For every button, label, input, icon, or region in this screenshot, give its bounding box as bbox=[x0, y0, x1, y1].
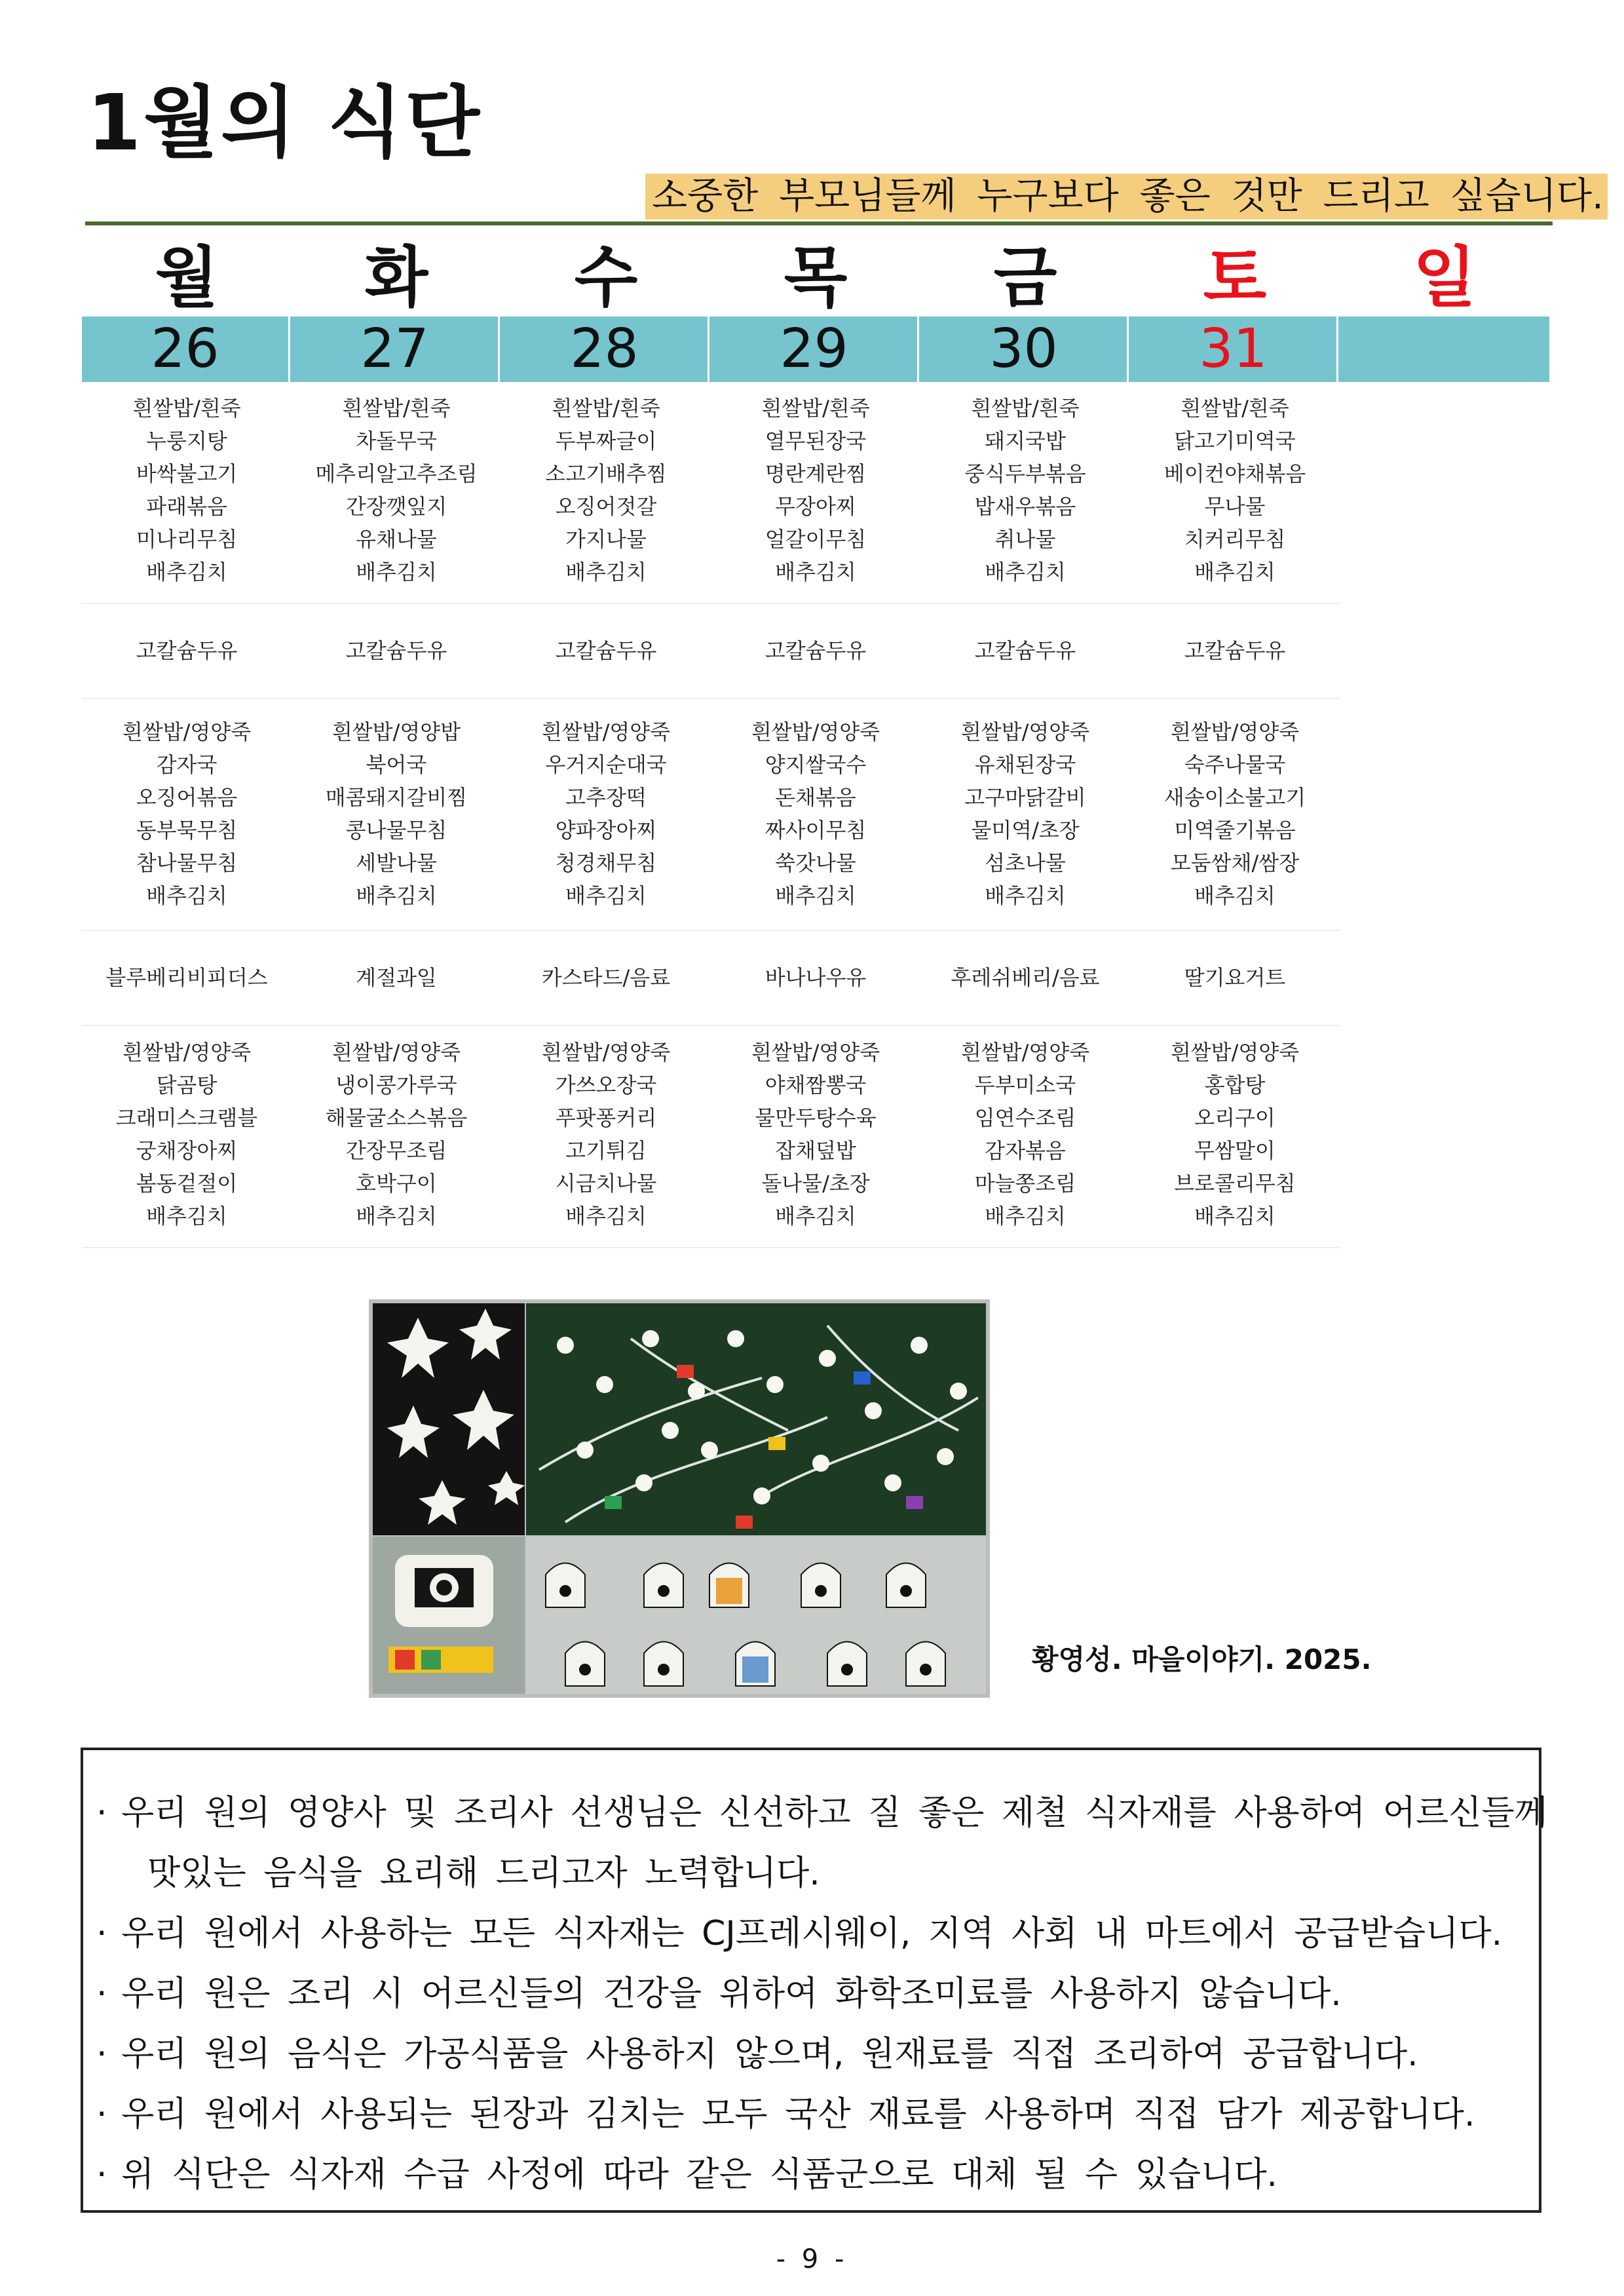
afternoon-snack-thu bbox=[711, 961, 920, 994]
notice-text: 우리 원의 음식은 가공식품을 사용하지 않으며, 원재료를 직접 조리하여 공급합니다. bbox=[121, 2035, 1418, 2074]
menu-item: 열무된장국 bbox=[765, 429, 867, 453]
menu-item: 카스타드/음료 bbox=[541, 965, 671, 990]
breakfast-thu bbox=[711, 392, 920, 588]
lunch-thu bbox=[711, 716, 920, 912]
notice-item bbox=[96, 2145, 1513, 2205]
date-cell-fri: 30 bbox=[920, 316, 1129, 382]
morning-snack-tue bbox=[292, 634, 501, 667]
menu-item: 무쌈말이 bbox=[1194, 1138, 1275, 1163]
menu-item: 흰쌀밥/영양죽 bbox=[541, 719, 671, 744]
menu-item: 미나리무침 bbox=[136, 527, 238, 552]
menu-item: 봄동겉절이 bbox=[136, 1171, 238, 1196]
menu-item: 배추김치 bbox=[1194, 560, 1275, 584]
menu-item: 참나물무침 bbox=[136, 851, 238, 875]
bullet: · bbox=[96, 2155, 107, 2194]
menu-item: 새송이소불고기 bbox=[1163, 785, 1306, 810]
menu-item: 배추김치 bbox=[985, 1204, 1066, 1229]
menu-item: 고칼슘두유 bbox=[136, 638, 238, 663]
dinner-mon bbox=[82, 1036, 292, 1233]
menu-item: 배추김치 bbox=[356, 560, 437, 584]
menu-item: 세발나물 bbox=[356, 851, 437, 875]
notice-item bbox=[96, 2024, 1513, 2084]
afternoon-snack-tue bbox=[292, 961, 501, 994]
menu-item: 흰쌀밥/영양죽 bbox=[751, 719, 880, 744]
notice-text: 우리 원은 조리 시 어르신들의 건강을 위하여 화학조미료를 사용하지 않습니다. bbox=[121, 1974, 1342, 2014]
menu-item: 돼지국밥 bbox=[985, 429, 1066, 453]
subtitle-banner: 소중한 부모님들께 누구보다 좋은 것만 드리고 싶습니다. bbox=[645, 174, 1608, 220]
breakfast-section bbox=[82, 382, 1340, 604]
menu-item: 오징어볶음 bbox=[136, 785, 238, 810]
morning-snack-thu bbox=[711, 634, 920, 667]
dinner-tue bbox=[292, 1036, 501, 1233]
menu-item: 배추김치 bbox=[1194, 1204, 1275, 1229]
menu-item: 흰쌀밥/영양죽 bbox=[122, 1040, 252, 1065]
menu-item: 가쓰오장국 bbox=[555, 1073, 657, 1098]
village-painting bbox=[369, 1299, 990, 1698]
date-cell-tue: 27 bbox=[292, 316, 500, 382]
notice-text: 우리 원에서 사용하는 모든 식자재는 CJ프레시웨이, 지역 사회 내 마트에서 공급받습니다. bbox=[121, 1914, 1503, 1953]
notice-text: 우리 원의 영양사 및 조리사 선생님은 신선하고 질 좋은 제철 식자재를 사용하여 어르신들께 bbox=[121, 1793, 1547, 1833]
menu-item: 흰쌀밥/영양죽 bbox=[751, 1040, 880, 1065]
menu-item: 홍합탕 bbox=[1204, 1073, 1266, 1098]
menu-item: 얼갈이무침 bbox=[765, 527, 867, 552]
menu-item: 배추김치 bbox=[775, 883, 856, 908]
weekday-sat: 토 bbox=[1203, 239, 1267, 316]
notice-box bbox=[81, 1748, 1547, 2213]
menu-item: 숙주나물국 bbox=[1184, 752, 1286, 777]
menu-item: 돌나물/초장 bbox=[761, 1171, 870, 1196]
menu-item: 냉이콩가루국 bbox=[335, 1073, 457, 1098]
menu-item: 치커리무침 bbox=[1184, 527, 1286, 552]
bullet: · bbox=[96, 2035, 107, 2074]
morning-snack-wed bbox=[501, 634, 711, 667]
afternoon-snack-section bbox=[82, 931, 1340, 1026]
afternoon-snack-mon bbox=[82, 961, 292, 994]
menu-item: 무나물 bbox=[1204, 494, 1266, 519]
breakfast-mon bbox=[82, 392, 292, 588]
breakfast-tue bbox=[292, 392, 501, 588]
notice-item bbox=[96, 1783, 1547, 1843]
dinner-fri bbox=[920, 1036, 1130, 1233]
menu-item: 고칼슘두유 bbox=[345, 638, 447, 663]
menu-item: 고구마닭갈비 bbox=[964, 785, 1086, 810]
menu-item: 푸팟퐁커리 bbox=[555, 1105, 657, 1130]
menu-item: 취나물 bbox=[994, 527, 1056, 552]
bullet: · bbox=[96, 1793, 107, 1833]
menu-item: 배추김치 bbox=[775, 560, 856, 584]
menu-item: 계절과일 bbox=[356, 965, 437, 990]
afternoon-snack-fri bbox=[920, 961, 1130, 994]
menu-item: 두부미소국 bbox=[974, 1073, 1076, 1098]
breakfast-fri bbox=[920, 392, 1130, 588]
menu-item: 미역줄기볶음 bbox=[1174, 818, 1296, 843]
menu-item: 청경채무침 bbox=[555, 851, 657, 875]
menu-item: 흰쌀밥/영양죽 bbox=[960, 1040, 1090, 1065]
breakfast-sat bbox=[1130, 392, 1340, 588]
menu-item: 감자볶음 bbox=[985, 1138, 1066, 1163]
menu-item: 파래볶음 bbox=[146, 494, 227, 519]
notice-item bbox=[96, 1904, 1513, 1964]
menu-item: 바싹불고기 bbox=[136, 461, 238, 486]
dinner-wed bbox=[501, 1036, 711, 1233]
menu-grid bbox=[82, 382, 1340, 1248]
menu-item: 해물굴소스볶음 bbox=[325, 1105, 468, 1130]
menu-item: 배추김치 bbox=[565, 560, 647, 584]
notice-item bbox=[96, 2084, 1513, 2145]
menu-item: 흰쌀밥/영양죽 bbox=[960, 719, 1090, 744]
lunch-wed bbox=[501, 716, 711, 912]
menu-item: 간장무조림 bbox=[345, 1138, 447, 1163]
menu-item: 배추김치 bbox=[985, 883, 1066, 908]
menu-item: 흰쌀밥/영양죽 bbox=[1170, 1040, 1300, 1065]
menu-item: 블루베리비피더스 bbox=[105, 965, 268, 990]
menu-item: 유채된장국 bbox=[974, 752, 1076, 777]
menu-item: 중식두부볶음 bbox=[964, 461, 1086, 486]
menu-item: 닭곰탕 bbox=[156, 1073, 217, 1098]
dinner-sat bbox=[1130, 1036, 1340, 1233]
menu-item: 명란계란찜 bbox=[765, 461, 867, 486]
menu-item: 배추김치 bbox=[1194, 883, 1275, 908]
dinner-thu bbox=[711, 1036, 920, 1233]
breakfast-wed bbox=[501, 392, 711, 588]
menu-item: 마늘쫑조림 bbox=[974, 1171, 1076, 1196]
menu-item: 섬초나물 bbox=[985, 851, 1066, 875]
title-divider bbox=[85, 221, 1553, 225]
morning-snack-sat bbox=[1130, 634, 1340, 667]
menu-item: 궁채장아찌 bbox=[136, 1138, 238, 1163]
menu-item: 짜사이무침 bbox=[765, 818, 867, 843]
menu-item: 흰쌀밥/흰죽 bbox=[1180, 396, 1289, 421]
lunch-sat bbox=[1130, 716, 1340, 912]
menu-item: 모둠쌈채/쌈장 bbox=[1170, 851, 1300, 875]
date-cell-sat: 31 bbox=[1130, 316, 1338, 382]
menu-item: 야채짬뽕국 bbox=[765, 1073, 867, 1098]
notice-text: 우리 원에서 사용되는 된장과 김치는 모두 국산 재료를 사용하며 직접 담가 제공합니다. bbox=[121, 2095, 1475, 2134]
lunch-section bbox=[82, 699, 1340, 931]
afternoon-snack-sat bbox=[1130, 961, 1340, 994]
menu-item: 흰쌀밥/영양죽 bbox=[331, 1040, 461, 1065]
notice-text: 맛있는 음식을 요리해 드리고자 노력합니다. bbox=[147, 1854, 820, 1893]
notice-item bbox=[96, 1843, 1513, 1904]
menu-item: 흰쌀밥/흰죽 bbox=[761, 396, 870, 421]
menu-item: 메추리알고추조림 bbox=[315, 461, 478, 486]
menu-item: 배추김치 bbox=[146, 560, 227, 584]
menu-item: 두부짜글이 bbox=[555, 429, 657, 453]
menu-item: 브로콜리무침 bbox=[1174, 1171, 1296, 1196]
menu-item: 임연수조림 bbox=[974, 1105, 1076, 1130]
menu-item: 배추김치 bbox=[565, 883, 647, 908]
menu-item: 감자국 bbox=[156, 752, 217, 777]
menu-item: 차돌무국 bbox=[356, 429, 437, 453]
notice-item bbox=[96, 1964, 1513, 2024]
menu-item: 고칼슘두유 bbox=[974, 638, 1076, 663]
morning-snack-fri bbox=[920, 634, 1130, 667]
bullet: · bbox=[96, 2095, 107, 2134]
menu-item: 물미역/초장 bbox=[971, 818, 1080, 843]
notice-text: 위 식단은 식자재 수급 사정에 따라 같은 식품군으로 대체 될 수 있습니다. bbox=[121, 2155, 1278, 2194]
menu-item: 시금치나물 bbox=[555, 1171, 657, 1196]
date-band bbox=[82, 316, 1549, 382]
menu-item: 고칼슘두유 bbox=[1184, 638, 1286, 663]
date-cell-mon: 26 bbox=[82, 316, 290, 382]
menu-item: 우거지순대국 bbox=[545, 752, 667, 777]
menu-item: 바나나우유 bbox=[765, 965, 867, 990]
menu-item: 흰쌀밥/영양죽 bbox=[1170, 719, 1300, 744]
menu-item: 가지나물 bbox=[565, 527, 647, 552]
weekday-sun: 일 bbox=[1412, 239, 1477, 316]
lunch-tue bbox=[292, 716, 501, 912]
menu-item: 흰쌀밥/흰죽 bbox=[342, 396, 451, 421]
menu-item: 배추김치 bbox=[146, 883, 227, 908]
lunch-mon bbox=[82, 716, 292, 912]
menu-item: 흰쌀밥/영양죽 bbox=[541, 1040, 671, 1065]
weekday-fri: 금 bbox=[993, 239, 1057, 316]
weekday-header bbox=[82, 239, 1549, 316]
painting-caption: 황영성. 마을이야기. 2025. bbox=[1032, 1643, 1372, 1675]
page-number: - 9 - bbox=[776, 2244, 848, 2274]
menu-item: 무장아찌 bbox=[775, 494, 856, 519]
menu-item: 배추김치 bbox=[146, 1204, 227, 1229]
menu-item: 배추김치 bbox=[565, 1204, 647, 1229]
menu-item: 흰쌀밥/영양죽 bbox=[122, 719, 252, 744]
menu-item: 후레쉬베리/음료 bbox=[951, 965, 1100, 990]
menu-item: 간장깻잎지 bbox=[345, 494, 447, 519]
menu-item: 밥새우볶음 bbox=[974, 494, 1076, 519]
menu-item: 크래미스크램블 bbox=[115, 1105, 258, 1130]
menu-item: 고칼슘두유 bbox=[765, 638, 867, 663]
weekday-mon: 월 bbox=[155, 239, 219, 316]
menu-item: 배추김치 bbox=[356, 883, 437, 908]
weekday-tue: 화 bbox=[364, 239, 428, 316]
date-cell-wed: 28 bbox=[501, 316, 709, 382]
menu-item: 베이컨야채볶음 bbox=[1163, 461, 1306, 486]
page-title: 1월의 식단 bbox=[87, 77, 483, 168]
menu-item: 북어국 bbox=[366, 752, 427, 777]
dinner-section bbox=[82, 1026, 1340, 1248]
menu-item: 배추김치 bbox=[985, 560, 1066, 584]
menu-item: 오징어젓갈 bbox=[555, 494, 657, 519]
menu-item: 동부묵무침 bbox=[136, 818, 238, 843]
menu-item: 잡채덮밥 bbox=[775, 1138, 856, 1163]
weekday-wed: 수 bbox=[574, 239, 638, 316]
menu-item: 물만두탕수육 bbox=[755, 1105, 877, 1130]
menu-item: 호박구이 bbox=[356, 1171, 437, 1196]
menu-item: 양지쌀국수 bbox=[765, 752, 867, 777]
menu-item: 흰쌀밥/흰죽 bbox=[971, 396, 1080, 421]
menu-item: 오리구이 bbox=[1194, 1105, 1275, 1130]
morning-snack-mon bbox=[82, 634, 292, 667]
date-cell-thu: 29 bbox=[711, 316, 919, 382]
menu-item: 딸기요거트 bbox=[1184, 965, 1286, 990]
lunch-fri bbox=[920, 716, 1130, 912]
bullet: · bbox=[96, 1914, 107, 1953]
date-cell-sun bbox=[1340, 316, 1548, 382]
morning-snack-section bbox=[82, 604, 1340, 699]
menu-item: 소고기배추찜 bbox=[545, 461, 667, 486]
menu-item: 콩나물무침 bbox=[345, 818, 447, 843]
menu-item: 매콤돼지갈비찜 bbox=[325, 785, 468, 810]
menu-item: 고추장떡 bbox=[565, 785, 647, 810]
menu-item: 배추김치 bbox=[775, 1204, 856, 1229]
menu-item: 배추김치 bbox=[356, 1204, 437, 1229]
menu-item: 고칼슘두유 bbox=[555, 638, 657, 663]
menu-item: 유채나물 bbox=[356, 527, 437, 552]
menu-item: 돈채볶음 bbox=[775, 785, 856, 810]
menu-item: 흰쌀밥/영양밥 bbox=[331, 719, 461, 744]
menu-item: 흰쌀밥/흰죽 bbox=[132, 396, 241, 421]
weekday-thu: 목 bbox=[784, 239, 848, 316]
afternoon-snack-wed bbox=[501, 961, 711, 994]
menu-item: 쑥갓나물 bbox=[775, 851, 856, 875]
menu-item: 흰쌀밥/흰죽 bbox=[552, 396, 660, 421]
menu-item: 누룽지탕 bbox=[146, 429, 227, 453]
menu-item: 고기튀김 bbox=[565, 1138, 647, 1163]
menu-item: 양파장아찌 bbox=[555, 818, 657, 843]
bullet: · bbox=[96, 1974, 107, 2014]
menu-item: 닭고기미역국 bbox=[1174, 429, 1296, 453]
